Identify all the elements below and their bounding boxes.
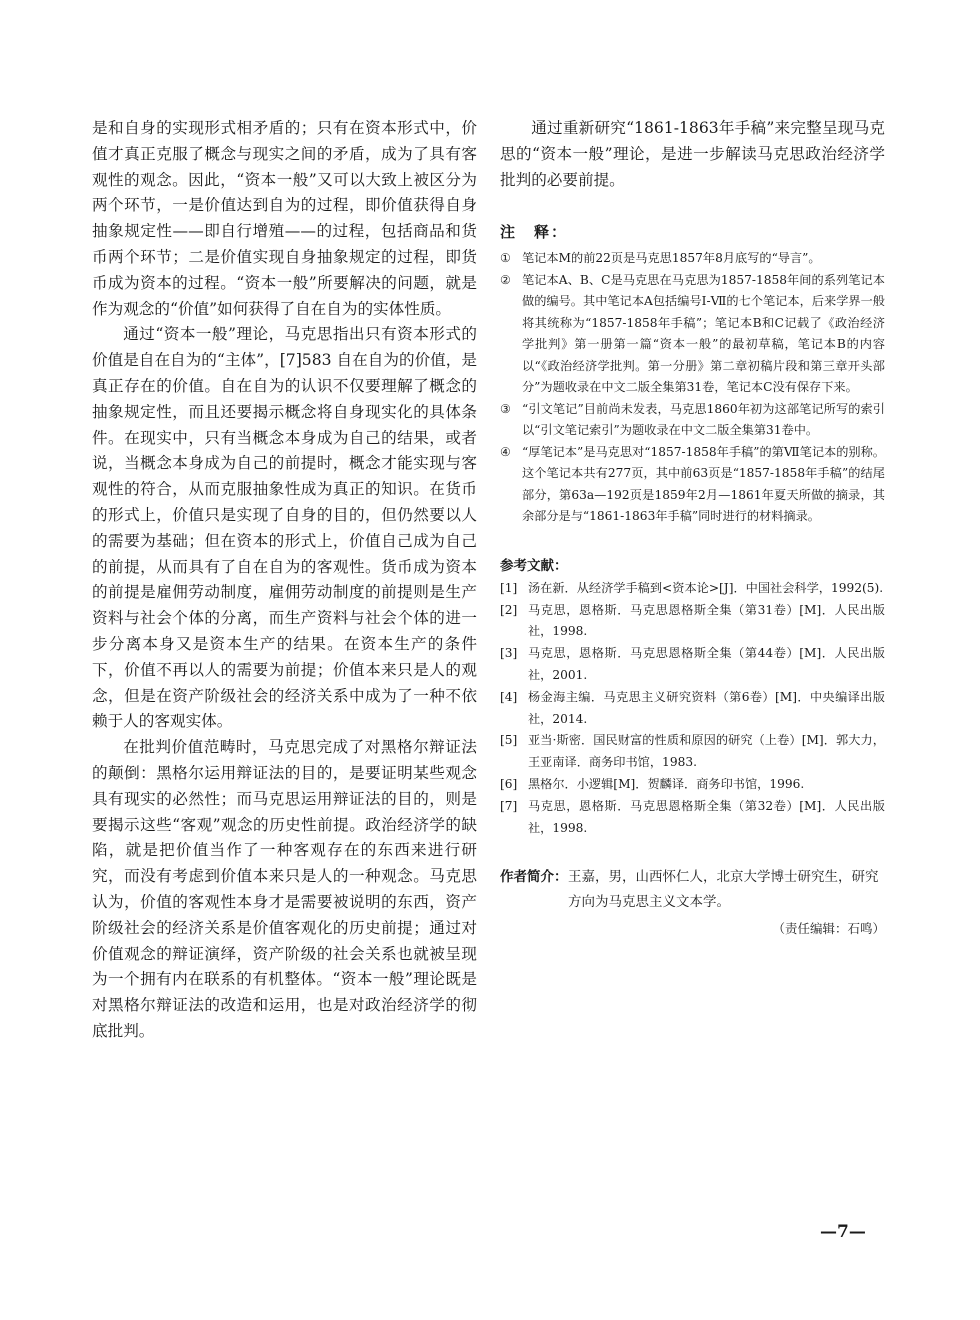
author-bio <box>500 865 885 915</box>
reference-item <box>500 643 885 687</box>
reference-text: 黑格尔．小逻辑[M]．贺麟译．商务印书馆，1996. <box>528 777 805 792</box>
reference-mark: [5] <box>500 733 518 748</box>
reference-mark: [6] <box>500 777 518 792</box>
note-text: 笔记本M的前22页是马克思1857年8月底写的“导言”。 <box>522 251 821 266</box>
body-paragraph: 通过重新研究“1861-1863年手稿”来完整呈现马克思的“资本一般”理论，是进一步解读马克思政治经济学批判的必要前提。 <box>500 119 885 189</box>
note-text: “厚笔记本”是马克思对“1857-1858年手稿”的第Ⅶ笔记本的别称。这个笔记本共有277页，其中前63页是“1857-1858年手稿”的结尾部分，第63a—192页是1859年2月—1861年夏天所做的摘录，其余部分是与“1861-1863年手稿”同时进行的材料摘录。 <box>522 444 885 524</box>
reference-text: 汤在新．从经济学手稿到<资本论>[J]．中国社会科学，1992(5). <box>528 580 884 595</box>
reference-item <box>500 774 885 796</box>
reference-mark: [4] <box>500 689 518 704</box>
body-paragraph: 是和自身的实现形式相矛盾的；只有在资本形式中，价值才真正克服了概念与现实之间的矛盾，成为了具有客观性的观念。因此，“资本一般”又可以大致上被区分为两个环节，一是价值达到自为的过程，即价值获得自身抽象规定性——即自行增殖——的过程，包括商品和货币两个环节；二是价值实现自身抽象规定的过程，即货币成为资本的过程。“资本一般”所要解决的问题，就是作为观念的“价值”如何获得了自在自为的实体性质。 <box>92 119 477 318</box>
author-bio-text: 王嘉，男，山西怀仁人，北京大学博士研究生，研究方向为马克思主义文本学。 <box>568 869 879 911</box>
editor-credit: （责任编辑：石鸣） <box>772 921 885 937</box>
note-mark: ③ <box>500 401 511 416</box>
page-number: —7— <box>820 1222 866 1242</box>
body-paragraph: 在批判价值范畴时，马克思完成了对黑格尔辩证法的颠倒：黑格尔运用辩证法的目的，是要证明某些观念具有现实的必然性；而马克思运用辩证法的目的，则是要揭示这些“客观”观念的历史性前提。政治经济学的缺陷，就是把价值当作了一种客观存在的东西来进行研究，而没有考虑到价值本来只是人的一种观念。马克思认为，价值的客观性本身才是需要被说明的东西，资产阶级社会的经济关系是价值客观化的历史前提；通过对价值观念的辩证演绎，资产阶级的社会关系也就被呈现为一个拥有内在联系的有机整体。“资本一般”理论既是对黑格尔辩证法的改造和运用，也是对政治经济学的彻底批判。 <box>92 738 477 1040</box>
reference-mark: [3] <box>500 646 518 661</box>
body-paragraph: 通过“资本一般”理论，马克思指出只有资本形式的价值是自在自为的“主体”，[7]583 自在自为的价值，是真正存在的价值。自在自为的认识不仅要理解了概念的抽象规定性，而且还要揭示概念将自身现实化的具体条件。在现实中，只有当概念本身成为自己的结果，或者说，当概念本身成为自己的前提时，概念才能实现与客观性的符合，从而克服抽象性成为真正的知识。在货币的形式上，价值只是实现了自身的目的，但仍然要以人的需要为基础；但在资本的形式上，价值自己成为自己的前提，从而具有了自在自为的客观性。货币成为资本的前提是雇佣劳动制度，雇佣劳动制度的前提则是生产资料与社会个体的分离，而生产资料与社会个体的进一步分离本身又是资本生产的结果。在资本生产的条件下，价值不再以人的需要为前提；价值本来只是人的观念，但是在资产阶级社会的经济关系中成为了一种不依赖于人的客观实体。 <box>92 325 477 731</box>
left-column <box>92 116 477 1045</box>
note-mark: ④ <box>500 444 511 459</box>
note-mark: ① <box>500 251 511 266</box>
reference-text: 杨金海主编．马克思主义研究资料（第6卷）[M]．中央编译出版社，2014. <box>528 689 885 726</box>
note-text: “引文笔记”目前尚未发表，马克思1860年初为这部笔记所写的索引以“引文笔记索引”为题收录在中文二版全集第31卷中。 <box>522 401 885 438</box>
notes-heading: 注 释： <box>500 223 569 242</box>
reference-text: 马克思，恩格斯．马克思恩格斯全集（第32卷）[M]．人民出版社，1998. <box>528 798 885 835</box>
right-column <box>500 116 885 941</box>
note-item <box>500 442 885 528</box>
reference-item <box>500 600 885 644</box>
reference-text: 马克思，恩格斯．马克思恩格斯全集（第44卷）[M]．人民出版社，2001. <box>528 646 885 683</box>
reference-mark: [7] <box>500 798 518 813</box>
note-text: 笔记本A、B、C是马克思在马克思为1857-1858年间的系列笔记本做的编号。其中笔记本A包括编号Ⅰ-Ⅶ的七个笔记本，后来学界一般将其统称为“1857-1858年手稿”；笔记本B和C记载了《政治经济学批判》第一册第一篇“资本一般”的最初草稿，笔记本B的内容以“《政治经济学批判。第一分册》第二章初稿片段和第三章开头部分”为题收录在中文二版全集第31卷，笔记本C没有保存下来。 <box>522 272 885 395</box>
reference-item <box>500 578 885 600</box>
author-bio-label: 作者简介： <box>500 869 568 886</box>
note-item <box>500 248 885 270</box>
reference-text: 亚当·斯密．国民财富的性质和原因的研究（上卷）[M]．郭大力，王亚南译．商务印书馆，1983. <box>528 733 885 770</box>
reference-item <box>500 796 885 840</box>
reference-mark: [1] <box>500 580 518 595</box>
note-mark: ② <box>500 272 511 287</box>
reference-item <box>500 687 885 731</box>
note-item <box>500 399 885 442</box>
reference-item <box>500 730 885 774</box>
reference-text: 马克思，恩格斯．马克思恩格斯全集（第31卷）[M]．人民出版社，1998. <box>528 602 885 639</box>
reference-mark: [2] <box>500 602 518 617</box>
references-heading: 参考文献： <box>500 557 568 574</box>
note-item <box>500 270 885 399</box>
